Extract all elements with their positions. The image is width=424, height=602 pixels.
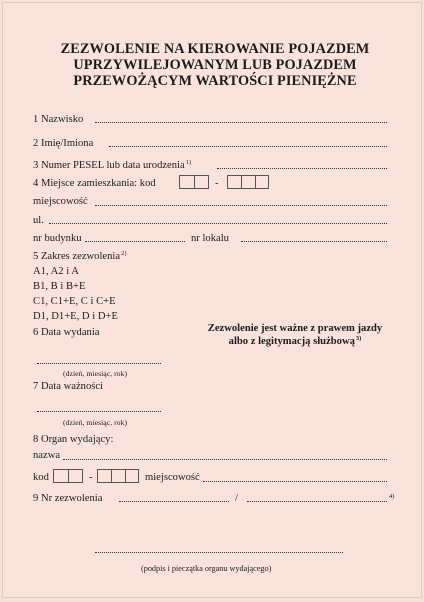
postcode-dash: -	[215, 178, 219, 189]
postcode-box-2[interactable]	[227, 175, 269, 189]
form-title	[33, 41, 397, 89]
validity-note	[185, 323, 405, 349]
category-b: B1, B i B+E	[33, 281, 86, 292]
signature-field[interactable]	[95, 552, 343, 553]
label-kod: kod	[33, 472, 49, 483]
label-nr-budynku: nr budynku	[33, 233, 82, 244]
nr-lokalu-field[interactable]	[241, 241, 387, 242]
nr-budynku-field[interactable]	[85, 241, 185, 242]
pesel-footnote: 1)	[185, 159, 192, 166]
label-nr-lokalu: nr lokalu	[191, 233, 229, 244]
label-nr-zezwolenia: 9 Nr zezwolenia	[33, 493, 103, 504]
validity-note-line-1: Zezwolenie jest ważne z prawem jazdy	[207, 323, 383, 334]
signature-caption: (podpis i pieczątka organu wydającego)	[141, 564, 272, 573]
nazwisko-field[interactable]	[95, 122, 387, 123]
nr-zezwolenia-field-1[interactable]	[119, 501, 229, 502]
organ-postcode-box-2[interactable]	[97, 469, 139, 483]
label-pesel: 3 Numer PESEL lub data urodzenia$^{1)}$	[33, 159, 192, 171]
category-d: D1, D1+E, D i D+E	[33, 311, 118, 322]
label-ul: ul.	[33, 215, 44, 226]
nr-zezwolenia-field-2[interactable]	[247, 501, 387, 502]
organ-miejscowosc-field[interactable]	[203, 481, 387, 482]
miejscowosc-field[interactable]	[95, 205, 387, 206]
ulica-field[interactable]	[49, 223, 387, 224]
label-data-waznosci: 7 Data ważności	[33, 381, 104, 392]
organ-nazwa-field[interactable]	[63, 459, 387, 460]
label-miejsce: 4 Miejsce zamieszkania: kod	[33, 178, 156, 189]
data-waznosci-field[interactable]	[37, 411, 161, 412]
permit-form	[2, 2, 422, 598]
label-nazwisko: 1 Nazwisko	[33, 114, 84, 125]
title-line-3: PRZEWOŻĄCYM WARTOŚCI PIENIĘŻNE	[73, 73, 357, 89]
zakres-footnote: 2)	[121, 250, 127, 257]
label-miejscowosc: miejscowość	[33, 196, 88, 207]
nr-slash: /	[235, 493, 238, 504]
pesel-field[interactable]	[217, 168, 387, 169]
organ-postcode-dash: -	[89, 472, 93, 483]
nr-footnote: 4)	[389, 493, 395, 500]
label-organ-miejscowosc: miejscowość	[145, 472, 200, 483]
postcode-box-1[interactable]	[179, 175, 209, 189]
label-organ: 8 Organ wydający:	[33, 434, 114, 445]
imie-field[interactable]	[109, 146, 387, 147]
label-imie: 2 Imię/Imiona	[33, 138, 94, 149]
title-line-1: ZEZWOLENIE NA KIEROWANIE POJAZDEM	[60, 41, 370, 57]
data-wydania-hint: (dzień, miesiąc, rok)	[63, 369, 128, 378]
label-data-wydania: 6 Data wydania	[33, 327, 100, 338]
data-wydania-field[interactable]	[37, 363, 161, 364]
category-c: C1, C1+E, C i C+E	[33, 296, 116, 307]
organ-postcode-box-1[interactable]	[53, 469, 83, 483]
label-nazwa: nazwa	[33, 450, 61, 461]
validity-note-line-2: albo z legitymacją służbową$^{3)}$	[228, 334, 362, 347]
validity-footnote: 3)	[355, 334, 362, 342]
category-a: A1, A2 i A	[33, 266, 79, 277]
title-line-2: UPRZYWILEJOWANYM LUB POJAZDEM	[73, 57, 357, 73]
data-waznosci-hint: (dzień, miesiąc, rok)	[63, 418, 128, 427]
label-zakres: 5 Zakres zezwolenia$^{2)}$	[33, 250, 127, 262]
